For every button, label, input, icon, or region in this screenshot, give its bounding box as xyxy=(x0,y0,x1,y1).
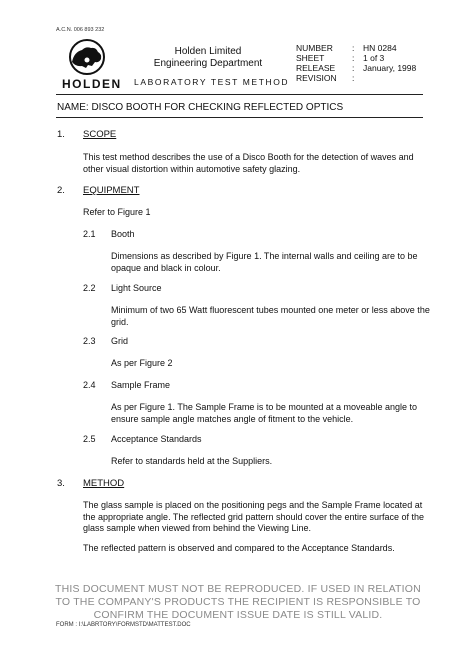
subsection-number: 2.5 xyxy=(83,434,96,444)
company-block xyxy=(140,46,276,70)
document-name: NAME: DISCO BOOTH FOR CHECKING REFLECTED OPTICS xyxy=(57,102,344,113)
method-paragraph-2: The reflected pattern is observed and compared to the Acceptance Standards. xyxy=(83,543,395,553)
section-number: 1. xyxy=(57,129,65,140)
subsection-title-sample-frame: Sample Frame xyxy=(111,380,171,390)
acceptance-standards-paragraph: Refer to standards held at the Suppliers. xyxy=(111,456,273,466)
meta-value-sheet: 1 of 3 xyxy=(363,53,385,63)
equipment-intro: Refer to Figure 1 xyxy=(83,207,151,217)
meta-label-release: RELEASE xyxy=(296,63,336,73)
section-number: 3. xyxy=(57,478,65,489)
section-number: 2. xyxy=(57,185,65,196)
scope-paragraph: This test method describes the use of a Disco Booth for the detection of waves and other visual distortion within automotive safety glazing. xyxy=(83,152,414,174)
name-divider xyxy=(56,117,423,118)
meta-label-sheet: SHEET xyxy=(296,53,325,63)
acn-number: A.C.N. 006 893 232 xyxy=(56,27,105,33)
form-reference: FORM : I:\LABRTORY\FORMSTD\MATTEST.DOC xyxy=(56,622,191,628)
meta-sep: : xyxy=(352,53,355,63)
section-title-equipment: EQUIPMENT xyxy=(83,185,140,196)
company-name: Holden Limited xyxy=(174,46,242,57)
booth-paragraph: Dimensions as described by Figure 1. The internal walls and ceiling are to be opaque and black in colour. xyxy=(111,251,418,273)
subsection-number: 2.3 xyxy=(83,336,96,346)
sample-frame-paragraph: As per Figure 1. The Sample Frame is to be mounted at a moveable angle to ensure sample angle matches angle of fitment to the vehicle. xyxy=(111,402,417,424)
meta-label-revision: REVISION xyxy=(296,73,337,83)
meta-value-release: January, 1998 xyxy=(363,63,417,73)
subsection-title-acceptance-standards: Acceptance Standards xyxy=(111,434,202,444)
method-paragraph-1: The glass sample is placed on the positioning pegs and the Sample Frame located at the appropriate angle. The reflected grid pattern should cover the entire surface of the glass sample when viewed from behind the Viewing Line. xyxy=(83,500,425,533)
meta-sep: : xyxy=(352,63,355,73)
section-title-scope: SCOPE xyxy=(83,129,117,140)
subsection-title-light-source: Light Source xyxy=(111,283,162,293)
meta-label-number: NUMBER xyxy=(296,43,333,53)
meta-sep: : xyxy=(352,43,355,53)
light-source-paragraph: Minimum of two 65 Watt fluorescent tubes mounted one meter or less above the grid. xyxy=(111,305,430,327)
document-type: LABORATORY TEST METHOD xyxy=(134,77,290,87)
holden-lion-logo-icon xyxy=(60,38,114,76)
reproduction-disclaimer: THIS DOCUMENT MUST NOT BE REPRODUCED. IF USED IN RELATION TO THE COMPANY'S PRODUCTS THE RECIPIENT IS RESPONSIBLE TO CONFIRM THE DOCUMENT ISSUE DATE IS STILL VALID. xyxy=(55,583,421,621)
department-name: Engineering Department xyxy=(153,58,263,69)
meta-sep: : xyxy=(352,73,355,83)
header-divider xyxy=(56,94,423,95)
logo-wordmark: HOLDEN xyxy=(62,77,122,91)
subsection-title-booth: Booth xyxy=(111,229,135,239)
subsection-number: 2.4 xyxy=(83,380,96,390)
subsection-number: 2.2 xyxy=(83,283,96,293)
meta-value-number: HN 0284 xyxy=(363,43,397,53)
subsection-number: 2.1 xyxy=(83,229,96,239)
section-title-method: METHOD xyxy=(83,478,125,489)
subsection-title-grid: Grid xyxy=(111,336,129,346)
grid-paragraph: As per Figure 2 xyxy=(111,358,173,368)
